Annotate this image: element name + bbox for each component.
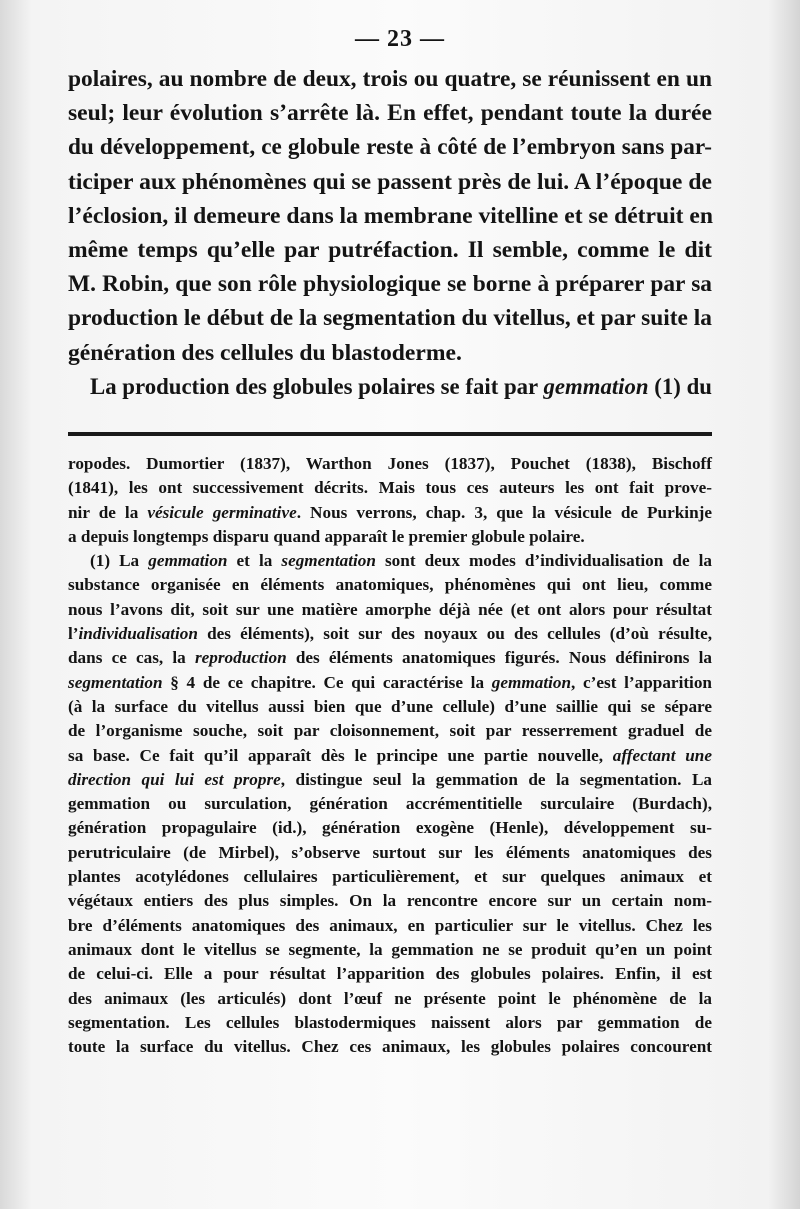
text-run: sa base. Ce fait qu’il apparaît dès le principe une partie nouvelle, <box>68 745 613 765</box>
footnote-line: de celui-ci. Elle a pour résultat l’apparition des globules polaires. Enfin, il est <box>68 964 712 984</box>
text-run: , distingue seul la gemmation de la segmentation. La <box>280 769 712 789</box>
footnote-line <box>68 671 712 695</box>
footnote-line: segmentation. Les cellules blastodermiques naissent alors par gemmation de <box>68 1012 712 1032</box>
italic-term: segmentation <box>68 672 163 692</box>
footnote-line: perutriculaire (de Mirbel), s’observe surtout sur les éléments anatomiques des <box>68 842 712 862</box>
footnote-line: gemmation ou surculation, génération accrémentitielle surculaire (Burdach), <box>68 794 712 814</box>
footnote-line: ropodes. Dumortier (1837), Warthon Jones (1837), Pouchet (1838), Bischoff <box>68 454 712 473</box>
text-run: § 4 de ce chapitre. Ce qui caractérise la <box>162 672 492 692</box>
footnote-line: toute la surface du vitellus. Chez ces animaux, les globules polaires concourent <box>68 1037 712 1057</box>
text-line: polaires, au nombre de deux, trois ou quatre, se réunissent en un <box>68 66 712 92</box>
text-run: nir de la <box>68 502 148 522</box>
footnote-ref: (1) du <box>648 373 712 399</box>
italic-term: reproduction <box>194 648 287 668</box>
footnote-line: bre d’éléments anatomiques des animaux, en particulier sur le vitellus. Chez les <box>68 915 712 935</box>
text-line: du développement, ce globule reste à côté de l’embryon sans par- <box>68 134 712 161</box>
footnote-line: (1841), les ont successivement décrits. Mais tous ces auteurs les ont fait prove- <box>68 478 712 498</box>
italic-term: gemmation <box>543 373 649 399</box>
text-line: seul; leur évolution s’arrête là. En effet, pendant toute la durée <box>68 100 712 127</box>
italic-term: gemmation <box>491 672 572 692</box>
footnote-line <box>68 622 712 646</box>
footnote-line: animaux dont le vitellus se segmente, la gemmation ne se produit qu’en un point <box>68 939 712 959</box>
italic-term: individualisation <box>78 624 198 644</box>
footnote-line <box>68 646 712 670</box>
italic-term: direction qui lui est propre <box>68 769 281 789</box>
text-run: , c’est l’apparition <box>571 672 712 692</box>
text-run: des éléments anatomiques figurés. Nous définirons la <box>286 648 712 668</box>
footnote-line <box>68 501 712 525</box>
page-number: — 23 — <box>355 26 445 52</box>
footnote-line: plantes acotylédones cellulaires particulièrement, et sur quelques animaux et <box>68 867 712 887</box>
footnote-1-line <box>68 549 712 573</box>
text-run: (1) La <box>90 551 149 571</box>
footnote-line: (à la surface du vitellus aussi bien que d’une cellule) d’une saillie qui se sépare <box>68 696 712 716</box>
text-line: l’éclosion, il demeure dans la membrane vitelline et se détruit en <box>68 202 714 229</box>
footnote-separator <box>68 432 712 436</box>
text-run: l’ <box>68 624 79 644</box>
italic-term: segmentation <box>281 551 376 571</box>
text-run: sont deux modes d’individualisation de la <box>375 551 713 571</box>
footnotes <box>68 452 712 1059</box>
text-line: ticiper aux phénomènes qui se passent près de lui. A l’époque de <box>68 168 712 195</box>
italic-term: affectant une <box>612 745 712 765</box>
footnote-line: a depuis longtemps disparu quand apparaît le premier globule polaire. <box>68 526 585 546</box>
footnote-line: de l’organisme souche, soit par cloisonnement, soit par resserrement graduel de <box>68 721 712 741</box>
paragraph-2-line <box>68 370 712 404</box>
text-run: et la <box>227 551 282 571</box>
text-line: M. Robin, que son rôle physiologique se borne à préparer par sa <box>68 271 712 298</box>
footnote-line: végétaux entiers des plus simples. On la rencontre encore sur un certain nom- <box>68 891 712 911</box>
text-run: . Nous verrons, chap. 3, que la vésicule de Purkinje <box>296 502 712 522</box>
text-line: production le début de la segmentation du vitellus, et par suite la <box>68 305 712 332</box>
text-line: génération des cellules du blastoderme. <box>68 339 462 366</box>
footnote-line: génération propagulaire (id.), génération exogène (Henle), développement su- <box>68 818 712 838</box>
text-run: dans ce cas, la <box>68 648 195 668</box>
main-text <box>68 62 712 404</box>
footnote-line <box>68 744 712 768</box>
italic-term: vésicule germinative <box>147 502 297 522</box>
footnote-line: nous l’avons dit, soit sur une matière amorphe déjà née (et ont alors pour résultat <box>68 599 712 619</box>
text-line: même temps qu’elle par putréfaction. Il semble, comme le dit <box>68 236 712 263</box>
text-run: des éléments), soit sur des noyaux ou des cellules (d’où résulte, <box>197 624 712 644</box>
footnote-line: des animaux (les articulés) dont l’œuf ne présente point le phénomène de la <box>68 988 712 1008</box>
footnote-line <box>68 768 712 792</box>
text-run: La production des globules polaires se fait par <box>90 373 544 399</box>
footnote-line: substance organisée en éléments anatomiques, phénomènes qui ont lieu, comme <box>68 575 712 595</box>
italic-term: gemmation <box>148 551 228 571</box>
